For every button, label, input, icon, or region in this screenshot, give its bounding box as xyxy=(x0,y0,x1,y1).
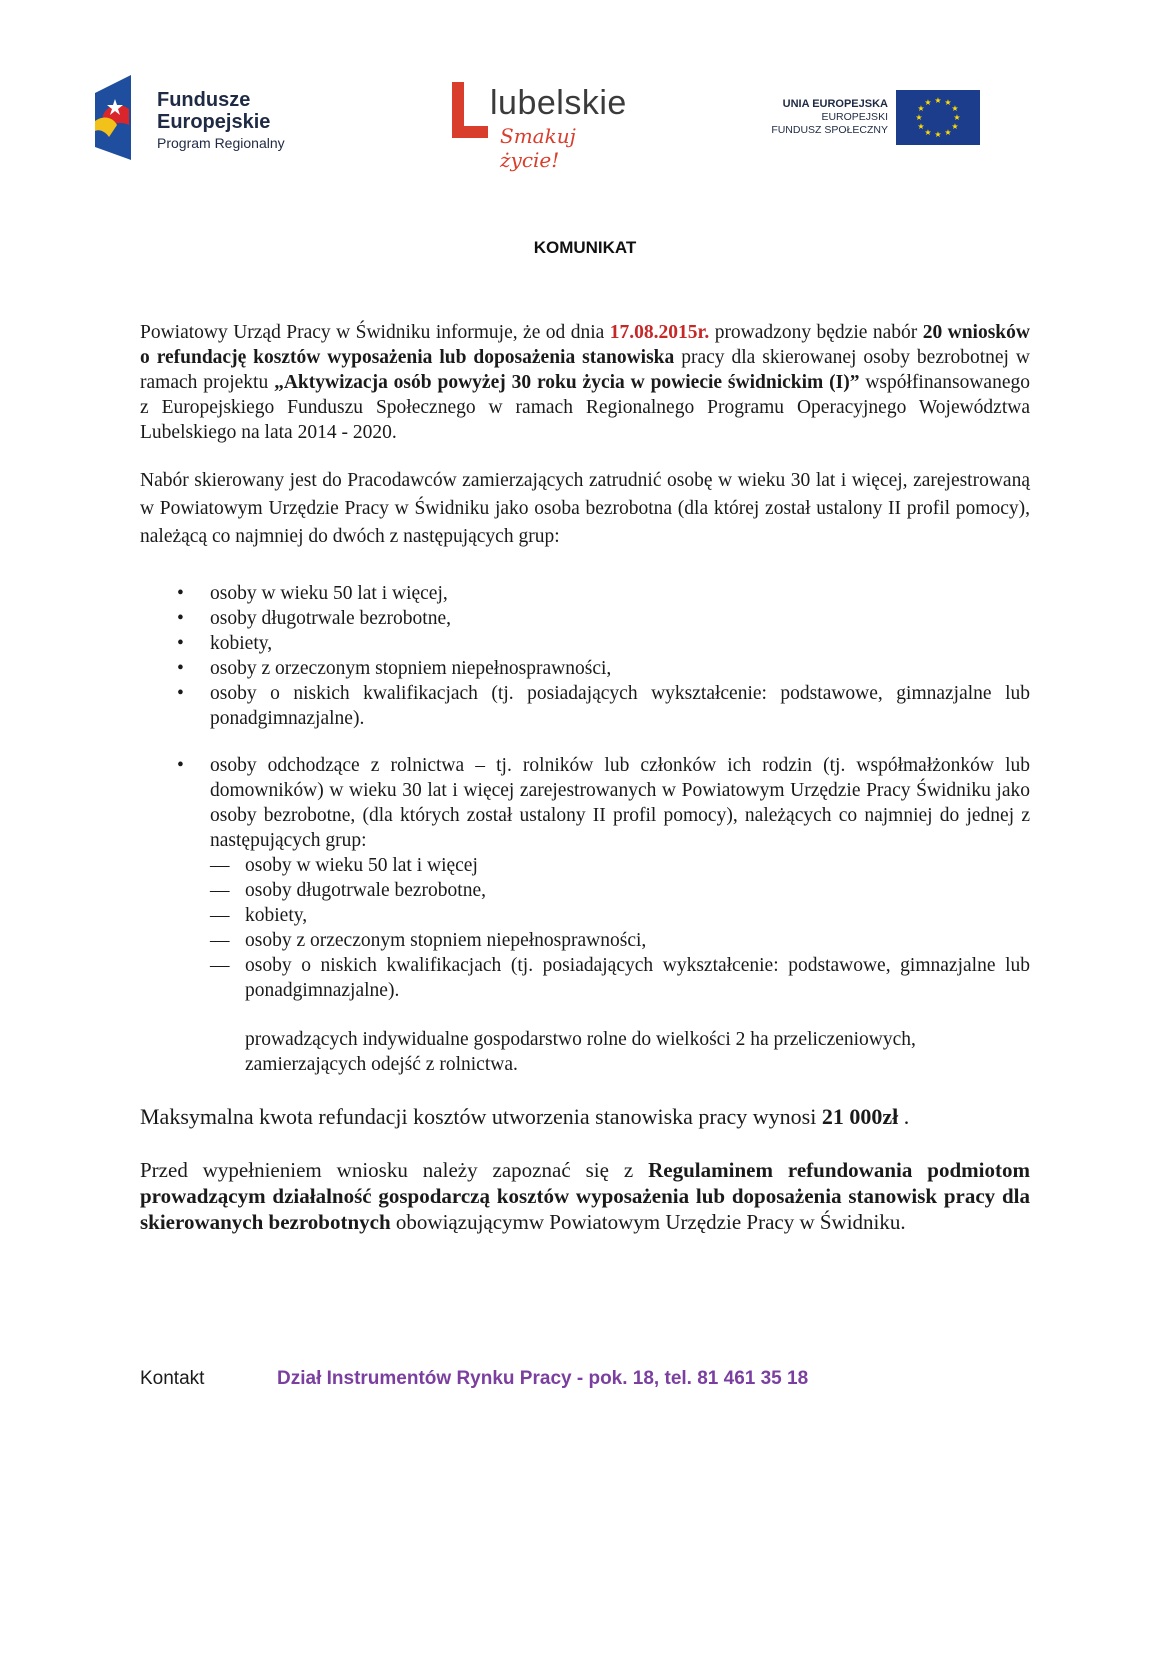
lubelskie-wordmark: lubelskie xyxy=(490,84,627,122)
fe-logo-line2: Europejskie xyxy=(157,111,271,133)
list-item: — osoby w wieku 50 lat i więcej xyxy=(210,853,1030,878)
ue-logo-line1: UNIA EUROPEJSKA xyxy=(782,98,888,110)
svg-text:★: ★ xyxy=(934,96,942,105)
eligibility-paragraph: Nabór skierowany jest do Pracodawców zamierzających zatrudnić osobę w wieku 30 lat i więcej, zarejestrowaną w Powiatowym Urzędzie Pracy w Świdniku jako osoba bezrobotna (dla której został ustalony II profil pomocy), należącą co najmniej do dwóch z następujących grup: xyxy=(140,470,1030,547)
page-title: KOMUNIKAT xyxy=(533,238,637,257)
svg-text:★: ★ xyxy=(934,130,942,139)
fe-logo-line1: Fundusze xyxy=(157,89,251,111)
max-amount: 21 000zł xyxy=(821,1104,899,1129)
lubelskie-slogan: Smakuj życie! xyxy=(500,124,576,172)
list-item: • osoby o niskich kwalifikacjach (tj. posiadających wykształcenie: podstawowe, gimnazjalne lub ponadgimnazjalne). xyxy=(140,681,1030,731)
svg-text:★: ★ xyxy=(951,122,959,131)
document-body xyxy=(140,320,1030,1235)
target-groups-list xyxy=(140,581,1030,1003)
fundusze-europejskie-logo xyxy=(95,75,305,160)
header-logos xyxy=(0,0,1170,200)
project-name: „Aktywizacja osób powyżej 30 roku życia w powiecie świdnickim (I)” xyxy=(274,372,860,393)
list-item: • osoby z orzeczonym stopniem niepełnosprawności, xyxy=(140,656,1030,681)
svg-text:★: ★ xyxy=(944,128,952,137)
intro-paragraph: Powiatowy Urząd Pracy w Świdniku informuje, że od dnia 17.08.2015r. prowadzony będzie nabór 20 wniosków o refundację kosztów wyposażenia lub doposażenia stanowiska pracy dla skierowanej osoby bezrobotnej w ramach projektu „Aktywizacja osób powyżej 30 roku życia w powiecie świdnickim (I)” współfinansowanego z Europejskiego Funduszu Społecznego w ramach Regionalnego Programu Operacyjnego Województwa Lubelskiego na lata 2014 - 2020. xyxy=(140,322,1030,443)
svg-text:★: ★ xyxy=(944,98,952,107)
lubelskie-l-icon xyxy=(448,80,492,142)
fe-flag-icon xyxy=(95,75,145,160)
ue-logo-line2: EUROPEJSKI xyxy=(821,111,888,123)
list-item: • osoby w wieku 50 lat i więcej, xyxy=(140,581,1030,606)
list-item: — kobiety, xyxy=(210,903,1030,928)
unia-europejska-logo xyxy=(770,90,980,145)
regulations-title: Regulaminem refundowania podmiotom prowadzącym działalność gospodarczą kosztów wyposażenia lub doposażenia stanowisk pracy dla skierowanych bezrobotnych xyxy=(140,1158,1030,1234)
svg-text:★: ★ xyxy=(915,113,923,122)
farm-note: prowadzących indywidualne gospodarstwo rolne do wielkości 2 ha przeliczeniowych, zamierzających odejść z rolnictwa. xyxy=(245,1029,916,1075)
ue-logo-line3: FUNDUSZ SPOŁECZNY xyxy=(771,124,888,136)
svg-text:★: ★ xyxy=(951,104,959,113)
contact-value: Dział Instrumentów Rynku Pracy - pok. 18, tel. 81 461 35 18 xyxy=(277,1368,809,1389)
list-item: — osoby długotrwale bezrobotne, xyxy=(210,878,1030,903)
eu-flag-icon xyxy=(896,90,980,145)
svg-text:★: ★ xyxy=(917,104,925,113)
fe-logo-line3: Program Regionalny xyxy=(157,135,285,151)
svg-text:★: ★ xyxy=(953,113,961,122)
farmers-subgroups-list xyxy=(210,853,1030,1003)
list-item-farmers: • osoby odchodzące z rolnictwa – tj. rolników lub członków ich rodzin (tj. współmałżonków lub domowników) w wieku 30 lat i więcej zarejestrowanych w Powiatowym Urzędzie Pracy Świdniku jako osoby bezrobotne, (dla których został ustalony II profil pomocy), należących co najmniej do jednej z następujących grup: — osoby w wieku 50 lat i więcej — osoby długotrwale bezrobotne, — kobiety, — osoby z orzeczonym stopniem niepełnosprawności, — osoby o niskich kwalifikacjach (tj. posiadających wykształcenie: podstawowe, gimnazjalne lub ponadgimnazjalne). xyxy=(140,753,1030,1003)
svg-text:★: ★ xyxy=(917,122,925,131)
contact-line xyxy=(140,1368,1030,1390)
contact-label: Kontakt xyxy=(140,1368,205,1389)
svg-text:★: ★ xyxy=(924,98,932,107)
lubelskie-logo xyxy=(448,80,628,172)
list-item: — osoby o niskich kwalifikacjach (tj. posiadających wykształcenie: podstawowe, gimnazjalne lub ponadgimnazjalne). xyxy=(210,953,1030,1003)
max-amount-paragraph: Maksymalna kwota refundacji kosztów utworzenia stanowiska pracy wynosi 21 000zł . xyxy=(140,1104,910,1129)
list-item: • kobiety, xyxy=(140,631,1030,656)
list-item: — osoby z orzeczonym stopniem niepełnosprawności, xyxy=(210,928,1030,953)
svg-text:★: ★ xyxy=(924,128,932,137)
regulations-paragraph: Przed wypełnieniem wniosku należy zapoznać się z Regulaminem refundowania podmiotom prowadzącym działalność gospodarczą kosztów wyposażenia lub doposażenia stanowisk pracy dla skierowanych bezrobotnych obowiązującymw Powiatowym Urzędzie Pracy w Świdniku. xyxy=(140,1158,1030,1234)
start-date: 17.08.2015r. xyxy=(609,322,710,343)
list-item: • osoby długotrwale bezrobotne, xyxy=(140,606,1030,631)
